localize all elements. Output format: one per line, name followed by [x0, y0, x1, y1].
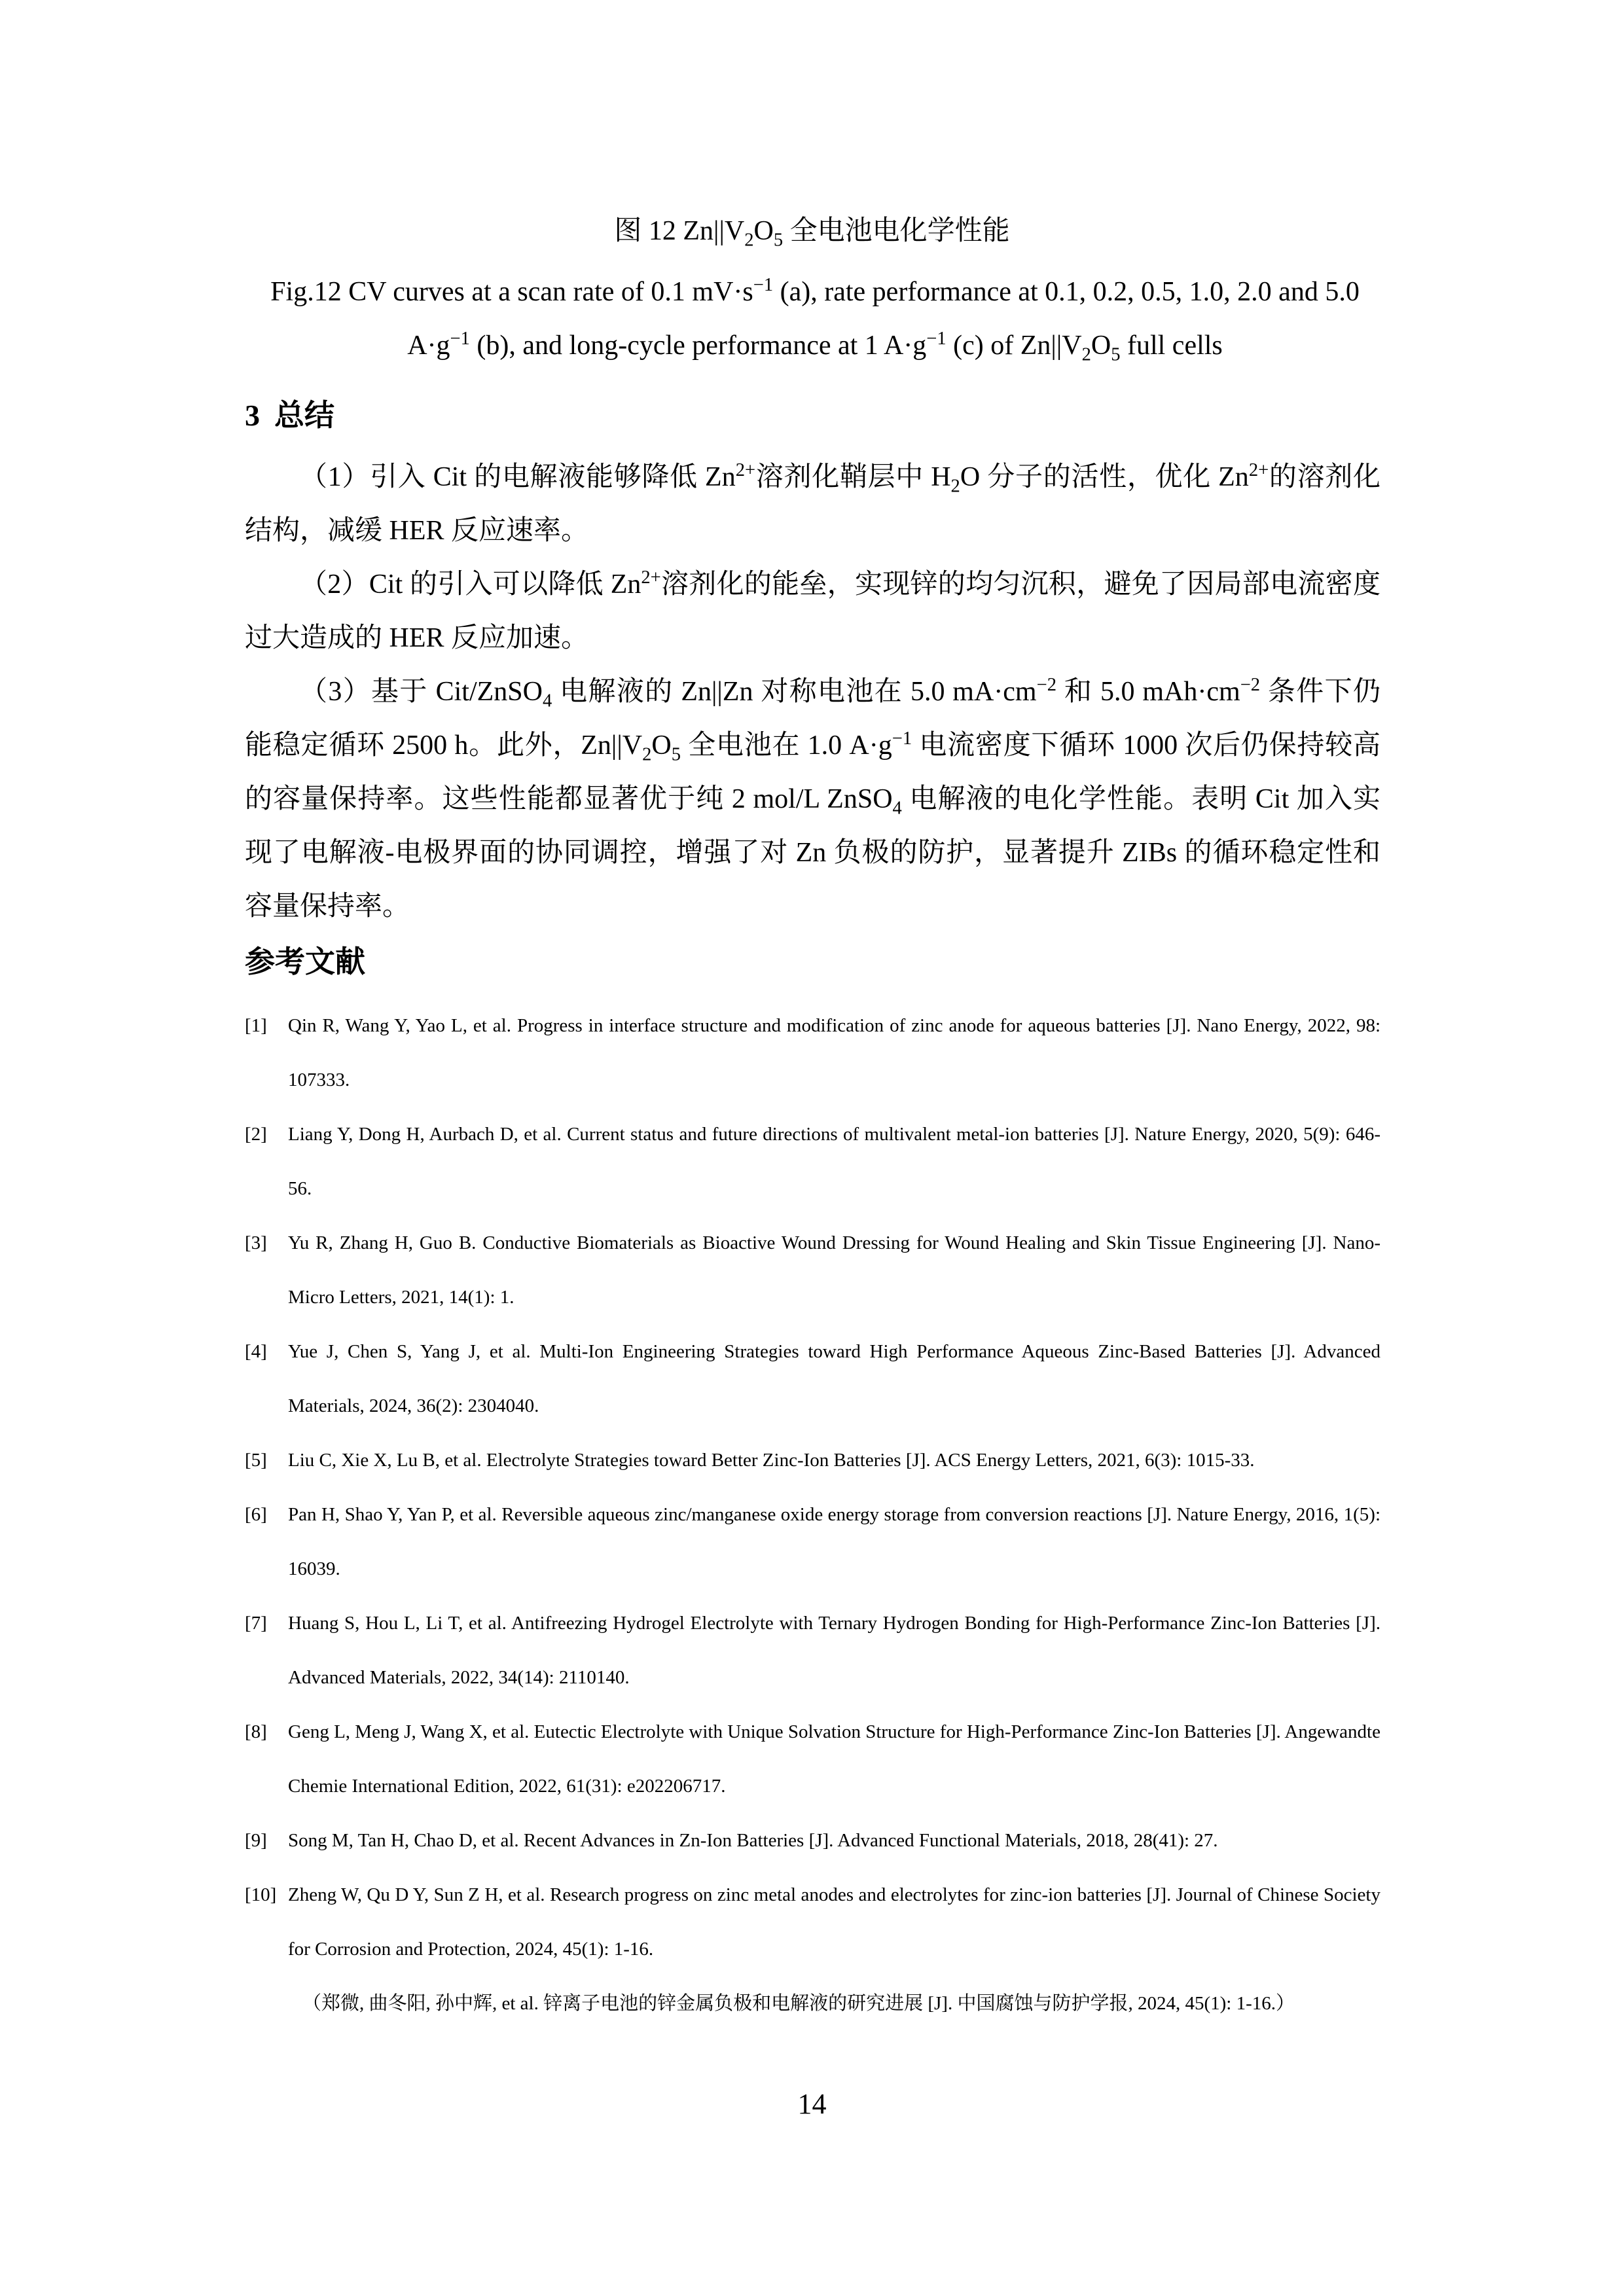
- caption-en-text: full cells: [1120, 331, 1223, 361]
- reference-text: Yu R, Zhang H, Guo B. Conductive Biomaterials as Bioactive Wound Dressing for Wound Healing and Skin Tissue Engineering [J]. Nano-Micro Letters, 2021, 14(1): 1.: [288, 1232, 1380, 1308]
- para-sup: −2: [1240, 675, 1261, 695]
- reference-text: Liu C, Xie X, Lu B, et al. Electrolyte Strategies toward Better Zinc-Ion Batteries [J]. ACS Energy Letters, 2021, 6(3): 1015-33.: [288, 1450, 1255, 1471]
- para-text: O: [651, 730, 672, 761]
- caption-en-text: (a), rate performance at 0.1, 0.2, 0.5, 1.0, 2.0 and 5.0 A·g: [407, 277, 1360, 361]
- references-list: [245, 999, 1380, 2031]
- para-text: O 分子的活性，优化 Zn: [960, 462, 1249, 492]
- caption-en-text: Fig.12 CV curves at a scan rate of 0.1 mV·s: [270, 277, 753, 307]
- references-heading: 参考文献: [245, 945, 365, 978]
- para-text: （3）基于 Cit/ZnSO: [300, 677, 543, 707]
- para-text: 和 5.0 mAh·cm: [1056, 677, 1240, 707]
- para-sub: 4: [892, 798, 902, 819]
- para-text: （1）引入 Cit 的电解液能够降低 Zn: [300, 462, 736, 492]
- reference-item: [245, 1433, 1380, 1488]
- caption-cn-text: 图 12 Zn||V: [614, 216, 745, 246]
- caption-en-text: (c) of Zn||V: [946, 331, 1082, 361]
- caption-en-sup: −1: [926, 329, 947, 349]
- reference-text: Song M, Tan H, Chao D, et al. Recent Advances in Zn-Ion Batteries [J]. Advanced Functional Materials, 2018, 28(41): 27.: [288, 1830, 1218, 1851]
- caption-cn-sub: 2: [744, 230, 754, 251]
- paragraph-1: [245, 450, 1380, 558]
- section-heading: [245, 393, 334, 439]
- caption-cn-sub: 5: [773, 230, 784, 251]
- reference-text: Huang S, Hou L, Li T, et al. Antifreezing Hydrogel Electrolyte with Ternary Hydrogen Bonding for High-Performance Zinc-Ion Batteries [J]. Advanced Materials, 2022, 34(14): 2110140.: [288, 1613, 1380, 1688]
- reference-item: [245, 1705, 1380, 1814]
- reference-number: [3]: [245, 1232, 267, 1253]
- reference-text: Pan H, Shao Y, Yan P, et al. Reversible aqueous zinc/manganese oxide energy storage from conversion reactions [J]. Nature Energy, 2016, 1(5): 16039.: [288, 1504, 1380, 1579]
- para-sub: 2: [642, 744, 652, 765]
- para-sub: 4: [542, 691, 552, 711]
- reference-text: Geng L, Meng J, Wang X, et al. Eutectic Electrolyte with Unique Solvation Structure for High-Performance Zinc-Ion Batteries [J]. Angewandte Chemie International Edition, 2022, 61(31): e202206717.: [288, 1721, 1380, 1797]
- paragraph-3: [245, 665, 1380, 933]
- caption-en-text: O: [1091, 331, 1111, 361]
- para-text: 溶剂化鞘层中 H: [755, 462, 951, 492]
- para-text: 电解液的 Zn||Zn 对称电池在 5.0 mA·cm: [552, 677, 1037, 707]
- reference-number: [9]: [245, 1830, 267, 1851]
- page-number: 14: [797, 2088, 827, 2120]
- reference-text: Zheng W, Qu D Y, Sun Z H, et al. Research progress on zinc metal anodes and electrolytes for zinc-ion batteries [J]. Journal of Chinese Society for Corrosion and Protection, 2024, 45(1): 1-16.: [288, 1884, 1380, 1960]
- paragraph-2: [245, 558, 1380, 665]
- reference-text: Liang Y, Dong H, Aurbach D, et al. Current status and future directions of multivalent metal-ion batteries [J]. Nature Energy, 2020, 5(9): 646-56.: [288, 1124, 1380, 1199]
- para-text: 电解液的电化学性能。表明 Cit 加入实现了电解液-电极界面的协同调控，增强了对 Zn 负极的防护，显著提升 ZIBs 的循环稳定性和容量保持率。: [245, 784, 1381, 922]
- figure-caption-cn: [0, 211, 1624, 251]
- caption-en-sub: 5: [1111, 344, 1121, 365]
- para-sup: −1: [892, 728, 912, 749]
- caption-en-text: (b), and long-cycle performance at 1 A·g: [469, 331, 927, 361]
- reference-number: [7]: [245, 1613, 267, 1634]
- reference-number: [10]: [245, 1884, 277, 1905]
- reference-item: [245, 1814, 1380, 1868]
- para-text: 的溶剂化结构，减缓 HER 反应速率。: [245, 462, 1380, 546]
- figure-caption-en: [259, 265, 1371, 372]
- para-sub: 5: [671, 744, 681, 765]
- reference-item: [245, 1868, 1380, 1977]
- section-number: 3: [245, 399, 260, 432]
- caption-cn-text: 全电池电化学性能: [783, 216, 1010, 246]
- para-sup: 2+: [1248, 460, 1269, 480]
- reference-item: [245, 1596, 1380, 1705]
- reference-number: [4]: [245, 1341, 267, 1362]
- para-sup: 2+: [641, 567, 661, 588]
- reference-item: [245, 999, 1380, 1107]
- para-text: 溶剂化的能垒，实现锌的均匀沉积，避免了因局部电流密度过大造成的 HER 反应加速。: [245, 569, 1380, 653]
- caption-en-sup: −1: [753, 275, 774, 295]
- reference-number: [5]: [245, 1450, 267, 1471]
- caption-en-sub: 2: [1081, 344, 1091, 365]
- reference-text: Yue J, Chen S, Yang J, et al. Multi-Ion Engineering Strategies toward High Performance Aqueous Zinc-Based Batteries [J]. Advanced Materials, 2024, 36(2): 2304040.: [288, 1341, 1380, 1416]
- para-text: 条件下仍能稳定循环 2500 h。此外，Zn||V: [245, 677, 1380, 761]
- reference-text: Qin R, Wang Y, Yao L, et al. Progress in interface structure and modification of zinc anode for aqueous batteries [J]. Nano Energy, 2022, 98: 107333.: [288, 1015, 1380, 1090]
- section-title: 总结: [274, 399, 334, 432]
- reference-number: [2]: [245, 1124, 267, 1145]
- reference-item: [245, 1488, 1380, 1596]
- para-sub: 2: [950, 476, 960, 497]
- reference-item: [245, 1325, 1380, 1433]
- para-text: 全电池在 1.0 A·g: [681, 730, 892, 761]
- para-text: 电流密度下循环 1000 次后仍保持较高的容量保持率。这些性能都显著优于纯 2 mol/L ZnSO: [245, 730, 1380, 814]
- reference-number: [1]: [245, 1015, 267, 1036]
- reference-number: [6]: [245, 1504, 267, 1525]
- reference-number: [8]: [245, 1721, 267, 1742]
- reference-item: [245, 1107, 1380, 1216]
- para-sup: 2+: [735, 460, 756, 480]
- para-sup: −2: [1036, 675, 1056, 695]
- caption-en-sup: −1: [450, 329, 470, 349]
- summary-body: [245, 450, 1380, 933]
- para-text: （2）Cit 的引入可以降低 Zn: [300, 569, 641, 600]
- caption-cn-text: O: [753, 216, 774, 246]
- reference-10-chinese: （郑微, 曲冬阳, 孙中辉, et al. 锌离子电池的锌金属负极和电解液的研究进展 [J]. 中国腐蚀与防护学报, 2024, 45(1): 1-16.）: [302, 1993, 1295, 2014]
- reference-item: [245, 1216, 1380, 1325]
